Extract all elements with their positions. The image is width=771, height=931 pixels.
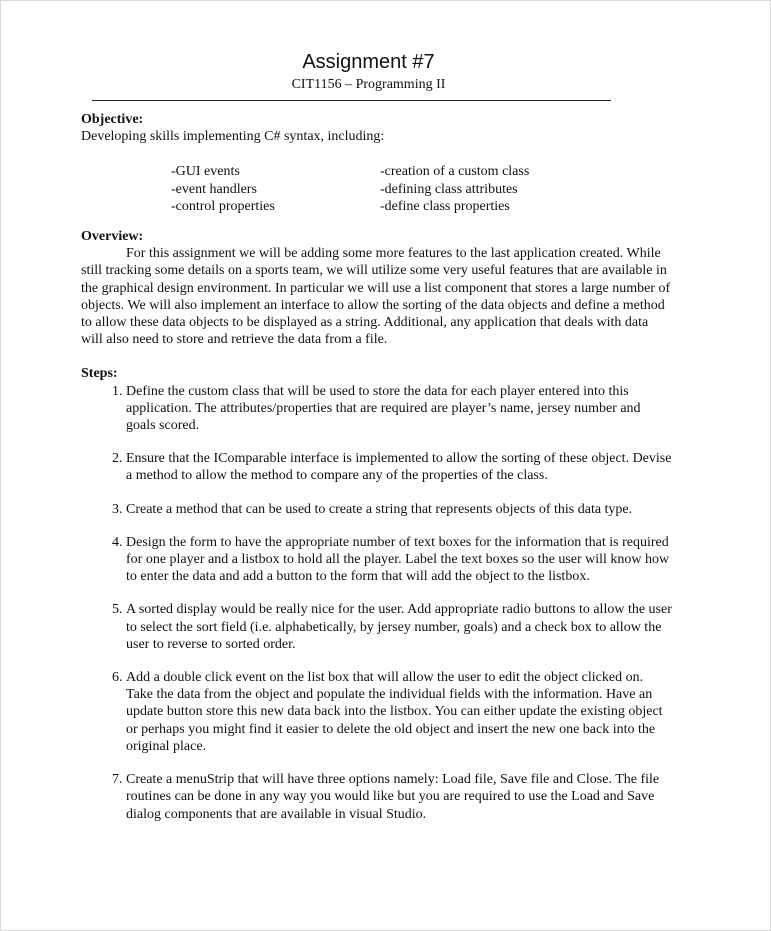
- step-item: 3. Create a method that can be used to create a string that represents objects of this data type.: [126, 501, 673, 518]
- skill-item: -creation of a custom class: [380, 164, 530, 180]
- document-body: [81, 111, 673, 839]
- skills-list: [171, 163, 673, 215]
- skills-column-right: [380, 163, 640, 215]
- objective-heading: Objective:: [81, 112, 144, 127]
- skill-item: -GUI events: [171, 164, 240, 180]
- steps-heading: Steps:: [81, 366, 118, 382]
- step-item: 4. Design the form to have the appropriate number of text boxes for the information that is required for one player and a listbox to hold all the player. Label the text boxes so the user will know how to enter the data and add a button to the form that will add the object to the listbox.: [126, 534, 673, 586]
- step-item: 2. Ensure that the IComparable interface is implemented to allow the sorting of these object. Devise a method to allow the method to compare any of the properties of the class.: [126, 450, 673, 484]
- skill-item: -defining class attributes: [380, 181, 518, 197]
- skill-item: -event handlers: [171, 181, 257, 197]
- steps-list: [81, 383, 673, 823]
- page-title: Assignment #7: [302, 51, 435, 73]
- title-divider: [92, 100, 611, 101]
- course-subtitle: CIT1156 – Programming II: [291, 77, 446, 92]
- step-item: 6. Add a double click event on the list box that will allow the user to edit the object clicked on. Take the data from the object and populate the individual fields with the information. Have an update button store this new data back into the listbox. You can either update the existing object or perhaps you might find it easier to delete the old object and insert the new one back into the original place.: [126, 669, 673, 755]
- skill-item: -control properties: [171, 198, 275, 214]
- objective-text: Developing skills implementing C# syntax, including:: [81, 129, 385, 145]
- skill-item: -define class properties: [380, 198, 510, 214]
- overview-text: For this assignment we will be adding some more features to the last application created. While still tracking some details on a sports team, we will utilize some very useful features that are available in the graphical design environment. In particular we will use a list component that stores a large number of objects. We will also implement an interface to allow the sorting of the data objects and define a method to allow these data objects to be displayed as a string. Additional, any application that deals with data will also need to store and retrieve the data from a file.: [81, 246, 671, 348]
- step-item: 7. Create a menuStrip that will have three options namely: Load file, Save file and Close. The file routines can be done in any way you would like but you are required to use the Load and Save dialog components that are available in visual Studio.: [126, 771, 673, 823]
- skills-column-left: [171, 163, 380, 215]
- step-item: 5. A sorted display would be really nice for the user. Add appropriate radio buttons to allow the user to select the sort field (i.e. alphabetically, by jersey number, goals) and a check box to allow the user to reverse to sorted order.: [126, 601, 673, 653]
- step-item: 1. Define the custom class that will be used to store the data for each player entered into this application. The attributes/properties that are required are player’s name, jersey number and goals scored.: [126, 383, 673, 435]
- overview-heading: Overview:: [81, 229, 144, 245]
